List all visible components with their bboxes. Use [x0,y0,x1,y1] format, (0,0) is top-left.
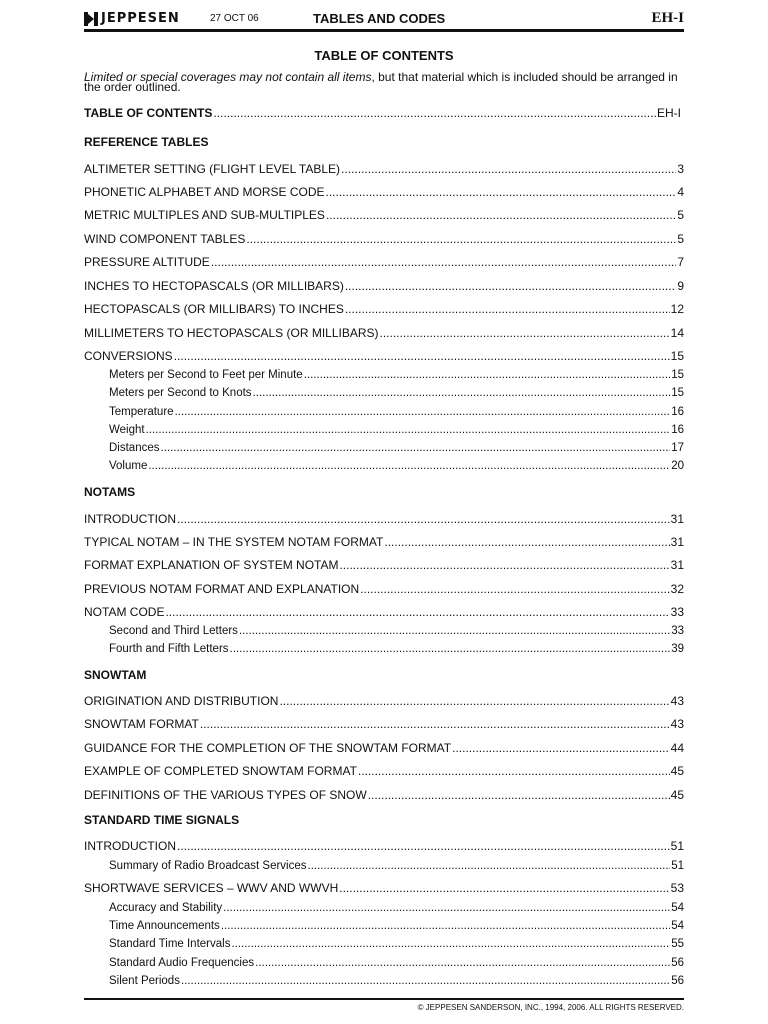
toc-item[interactable] [84,255,684,269]
toc-item-page: 51 [671,860,684,872]
toc-label: TABLE OF CONTENTS [84,106,213,120]
toc-item-label: PHONETIC ALPHABET AND MORSE CODE [84,185,325,199]
logo-text: JEPPESEN [101,11,180,26]
toc-item-label: Meters per Second to Knots [109,387,252,399]
page-title: TABLE OF CONTENTS [314,48,454,63]
toc-item-label: Silent Periods [109,975,180,987]
leader-dots [339,881,669,895]
toc-item-page: 54 [671,920,684,932]
toc-item-label: PRESSURE ALTITUDE [84,255,210,269]
leader-dots [384,535,669,549]
toc-item-page: 31 [670,558,684,572]
toc-item-page: 14 [670,326,684,340]
jeppesen-logo [84,11,180,26]
toc-item-label: DEFINITIONS OF THE VARIOUS TYPES OF SNOW [84,788,367,802]
leader-dots [221,920,670,932]
toc-item-label: PREVIOUS NOTAM FORMAT AND EXPLANATION [84,582,360,596]
toc-item-page: 32 [670,582,684,596]
toc-subitem[interactable] [109,406,684,418]
toc-item-page: 54 [671,902,684,914]
leader-dots [181,975,670,987]
toc-item-label: Time Announcements [109,920,220,932]
intro-note [84,72,684,92]
toc-item-page: 51 [670,839,684,853]
toc-item-label: SNOWTAM FORMAT [84,717,199,731]
toc-item[interactable] [84,558,684,572]
toc-item-page: 39 [671,643,684,655]
leader-dots [230,643,671,655]
toc-item-label: Fourth and Fifth Letters [109,643,229,655]
toc-entry[interactable] [84,106,684,120]
toc-item-label: TYPICAL NOTAM – IN THE SYSTEM NOTAM FORMAT [84,535,384,549]
leader-dots [368,788,670,802]
toc-item-label: Meters per Second to Feet per Minute [109,369,303,381]
toc-item[interactable] [84,717,684,731]
header-title: TABLES AND CODES [313,11,446,26]
toc-item-label: SHORTWAVE SERVICES – WWV AND WWVH [84,881,339,895]
toc-item[interactable] [84,535,684,549]
toc-item-label: NOTAM CODE [84,605,165,619]
toc-item-label: INTRODUCTION [84,839,176,853]
toc-item[interactable] [84,694,684,708]
toc-item-page: 56 [671,975,684,987]
toc-item-label: MILLIMETERS TO HECTOPASCALS (OR MILLIBARS) [84,326,379,340]
copyright-footer: © JEPPESEN SANDERSON, INC., 1994, 2006. ALL RIGHTS RESERVED. [417,1003,684,1012]
leader-dots [253,387,671,399]
toc-item[interactable] [84,839,684,853]
toc-item-page: 45 [670,788,684,802]
leader-dots [308,860,671,872]
toc-item-page: 43 [670,717,684,731]
leader-dots [146,424,671,436]
toc-item-page: 3 [677,162,684,176]
toc-item-label: ORIGINATION AND DISTRIBUTION [84,694,279,708]
toc-item[interactable] [84,764,684,778]
intro-italic: Limited or special coverages may not contain all items [84,70,372,84]
toc-item-page: 31 [670,535,684,549]
toc-item-page: 43 [670,694,684,708]
toc-item[interactable] [84,232,684,246]
header-rule [84,29,684,32]
section-heading: SNOWTAM [84,668,147,682]
leader-dots [165,605,669,619]
toc-item-label: Temperature [109,406,174,418]
toc-subitem[interactable] [109,975,684,987]
toc-item-label: CONVERSIONS [84,349,173,363]
toc-item[interactable] [84,582,684,596]
toc-item-page: 33 [670,605,684,619]
leader-dots [304,369,671,381]
toc-item[interactable] [84,162,684,176]
toc-item-page: 31 [670,512,684,526]
leader-dots [326,208,676,222]
toc-item-page: 44 [670,741,684,755]
toc-item-page: 56 [671,957,684,969]
leader-dots [380,326,670,340]
toc-item-page: 12 [670,302,684,316]
leader-dots [175,406,671,418]
toc-item-page: 5 [677,208,684,222]
toc-item[interactable] [84,741,684,755]
toc-item-label: EXAMPLE OF COMPLETED SNOWTAM FORMAT [84,764,357,778]
header-page-number: EH-I [651,10,684,26]
toc-item-page: 5 [677,232,684,246]
toc-subitem[interactable] [109,369,684,381]
toc-page: EH-I [657,106,681,120]
toc-item-page: 15 [671,369,684,381]
toc-item-label: Volume [109,460,148,472]
toc-item[interactable] [84,512,684,526]
leader-dots [223,902,670,914]
section-heading: STANDARD TIME SIGNALS [84,813,240,827]
footer-rule [84,998,684,1000]
toc-item-page: 17 [671,442,684,454]
leader-dots [177,839,670,853]
toc-item[interactable] [84,326,684,340]
toc-subitem[interactable] [109,625,684,637]
leader-dots [255,957,670,969]
toc-item-label: INTRODUCTION [84,512,176,526]
toc-item[interactable] [84,279,684,293]
toc-subitem[interactable] [109,902,684,914]
toc-item-label: FORMAT EXPLANATION OF SYSTEM NOTAM [84,558,339,572]
leader-dots [345,302,670,316]
leader-dots [452,741,670,755]
toc-item[interactable] [84,349,684,363]
leader-dots [177,512,670,526]
page-header [84,8,684,30]
toc-item-page: 20 [671,460,684,472]
toc-subitem[interactable] [109,643,684,655]
header-date: 27 OCT 06 [210,13,259,24]
toc-item[interactable] [84,208,684,222]
toc-subitem[interactable] [109,424,684,436]
toc-item-page: 55 [671,938,684,950]
leader-dots [161,442,671,454]
toc-subitem[interactable] [109,860,684,872]
toc-item-label: Accuracy and Stability [109,902,223,914]
toc-item-page: 53 [670,881,684,895]
toc-item-label: Standard Time Intervals [109,938,231,950]
toc-item-label: METRIC MULTIPLES AND SUB-MULTIPLES [84,208,325,222]
toc-item[interactable] [84,605,684,619]
toc-subitem[interactable] [109,920,684,932]
jeppesen-logo-icon [84,12,98,26]
toc-subitem[interactable] [109,938,684,950]
section-heading: NOTAMS [84,485,136,499]
leader-dots [148,460,670,472]
leader-dots [200,717,670,731]
leader-dots [326,185,677,199]
leader-dots [345,279,676,293]
toc-subitem[interactable] [109,387,684,399]
toc-item-page: 45 [670,764,684,778]
toc-item-page: 7 [677,255,684,269]
toc-subitem[interactable] [109,957,684,969]
leader-dots [358,764,670,778]
leader-dots [246,232,676,246]
toc-item[interactable] [84,302,684,316]
leader-dots [341,162,676,176]
toc-item-page: 16 [671,424,684,436]
toc-item-label: WIND COMPONENT TABLES [84,232,246,246]
toc-item-page: 4 [677,185,684,199]
toc-item-label: Second and Third Letters [109,625,238,637]
toc-item-page: 15 [671,387,684,399]
toc-item-page: 9 [677,279,684,293]
leader-dots [174,349,670,363]
toc-item[interactable] [84,881,684,895]
toc-item-page: 16 [671,406,684,418]
toc-item[interactable] [84,788,684,802]
toc-item-page: 33 [671,625,684,637]
leader-dots [339,558,669,572]
leader-dots [239,625,670,637]
leader-dots [213,106,656,120]
toc-item-label: Distances [109,442,160,454]
toc-subitem[interactable] [109,460,684,472]
toc-item-label: Summary of Radio Broadcast Services [109,860,307,872]
toc-item-label: GUIDANCE FOR THE COMPLETION OF THE SNOWTAM FORMAT [84,741,452,755]
intro-rest: , but that material which is included should be arranged in the order outlined. [84,70,678,94]
toc-item-label: Standard Audio Frequencies [109,957,255,969]
toc-item-label: HECTOPASCALS (OR MILLIBARS) TO INCHES [84,302,344,316]
toc-item-label: Weight [109,424,145,436]
toc-item-page: 15 [670,349,684,363]
toc-subitem[interactable] [109,442,684,454]
toc-item-label: ALTIMETER SETTING (FLIGHT LEVEL TABLE) [84,162,341,176]
toc-item[interactable] [84,185,684,199]
leader-dots [360,582,669,596]
leader-dots [279,694,669,708]
leader-dots [211,255,677,269]
leader-dots [231,938,670,950]
section-heading: REFERENCE TABLES [84,135,209,149]
toc-item-label: INCHES TO HECTOPASCALS (OR MILLIBARS) [84,279,344,293]
